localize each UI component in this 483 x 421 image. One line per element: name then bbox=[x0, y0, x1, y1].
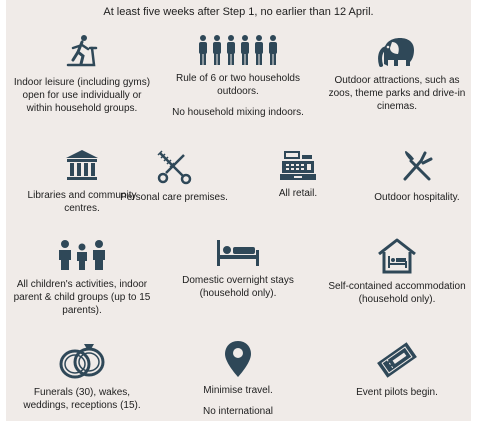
house-with-bed-icon bbox=[377, 238, 417, 274]
item-note: No household mixing indoors. bbox=[172, 107, 304, 118]
item-note: No international bbox=[202, 406, 274, 417]
item-childrens-activities bbox=[12, 238, 152, 317]
item-text: Outdoor hospitality. bbox=[374, 192, 460, 203]
step-heading: At least five weeks after Step 1, no earlier than 12 April. bbox=[103, 6, 374, 18]
item-text: Outdoor attractions, such as zoos, theme parks and drive-in cinemas. bbox=[328, 75, 466, 112]
item-text: All children's activities, indoor parent & child groups (up to 15 parents). bbox=[13, 279, 151, 316]
event-ticket-icon bbox=[375, 340, 419, 380]
item-personal-care bbox=[111, 149, 237, 204]
item-rule-of-six bbox=[168, 34, 308, 119]
item-minimise-travel bbox=[168, 340, 308, 418]
knife-and-fork-icon bbox=[399, 149, 435, 185]
wedding-rings-icon bbox=[56, 340, 108, 380]
location-pin-icon bbox=[224, 340, 252, 378]
item-text: Funerals (30), wakes, weddings, receptions (15). bbox=[23, 387, 141, 411]
item-text: Minimise travel. bbox=[203, 385, 273, 396]
item-text: Personal care premises. bbox=[120, 192, 228, 203]
item-outdoor-hospitality bbox=[347, 149, 483, 204]
item-text: Self-contained accommodation (household only). bbox=[328, 281, 466, 305]
library-building-icon bbox=[65, 149, 99, 183]
comb-and-scissors-icon bbox=[156, 149, 192, 185]
item-self-contained-accommodation bbox=[327, 238, 467, 306]
item-funerals-weddings bbox=[12, 340, 152, 412]
item-text: Domestic overnight stays (household only). bbox=[182, 275, 294, 299]
item-text: Libraries and community centres. bbox=[27, 190, 137, 214]
treadmill-icon bbox=[62, 34, 102, 70]
group-of-six-people-icon bbox=[196, 34, 280, 66]
children-and-parent-icon bbox=[56, 238, 108, 272]
item-outdoor-attractions bbox=[327, 34, 467, 113]
item-event-pilots bbox=[327, 340, 467, 399]
item-text: Indoor leisure (including gyms) open for use individually or within household groups. bbox=[13, 77, 151, 114]
item-text: All retail. bbox=[278, 188, 318, 199]
item-indoor-leisure bbox=[12, 34, 152, 115]
item-text: Event pilots begin. bbox=[356, 387, 438, 398]
item-overnight-stays bbox=[168, 238, 308, 300]
bed-icon bbox=[215, 238, 261, 268]
cash-register-icon bbox=[280, 149, 316, 181]
item-text: Rule of 6 or two households outdoors. bbox=[176, 73, 300, 97]
elephant-icon bbox=[376, 34, 418, 68]
